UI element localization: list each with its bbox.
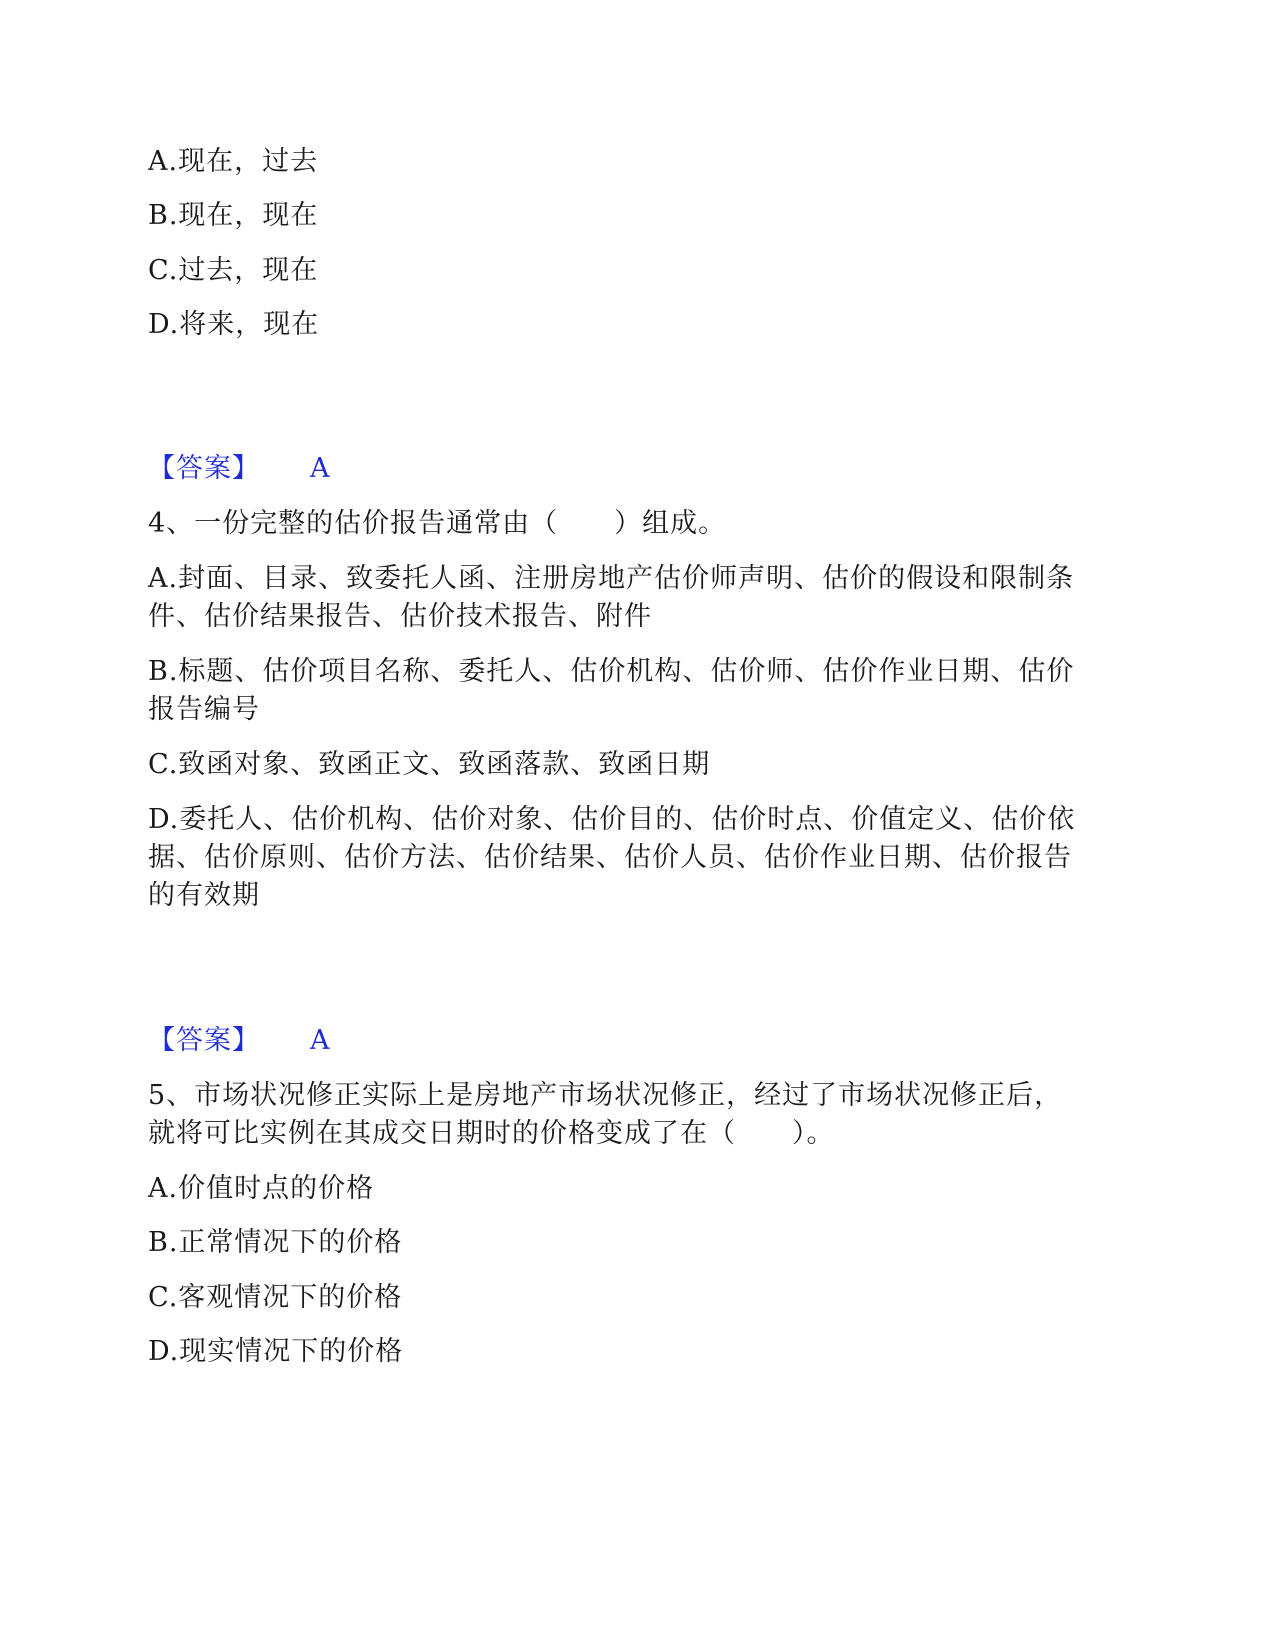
q4-answer-label: 【答案】 [148, 1025, 260, 1056]
q3-option-c: C.过去，现在 [148, 255, 319, 286]
q5-option-a: A.价值时点的价格 [148, 1173, 375, 1204]
q4-option-d-line1: D.委托人、估价机构、估价对象、估价目的、估价时点、价值定义、估价依 [148, 804, 1076, 835]
q5-stem-line1: 5、市场状况修正实际上是房地产市场状况修正，经过了市场状况修正后， [148, 1080, 1063, 1111]
q5-option-b: B.正常情况下的价格 [148, 1227, 403, 1258]
q4-answer-value: A [310, 1025, 330, 1056]
q3-answer [148, 449, 330, 489]
q4-stem: 4、一份完整的估价报告通常由（ ）组成。 [148, 508, 727, 539]
q4-option-b-line2: 报告编号 [148, 694, 260, 725]
q3-option-d: D.将来，现在 [148, 309, 320, 340]
q4-option-a-line1: A.封面、目录、致委托人函、注册房地产估价师声明、估价的假设和限制条 [148, 563, 1075, 594]
q3-answer-value: A [310, 453, 330, 484]
q4-option-c: C.致函对象、致函正文、致函落款、致函日期 [148, 749, 711, 780]
q3-option-b: B.现在，现在 [148, 200, 319, 231]
q3-answer-label: 【答案】 [148, 453, 260, 484]
q5-option-c: C.客观情况下的价格 [148, 1282, 403, 1313]
q5-stem-line2: 就将可比实例在其成交日期时的价格变成了在（ ）。 [148, 1118, 835, 1149]
q4-answer [148, 1021, 330, 1061]
q5-option-d: D.现实情况下的价格 [148, 1336, 404, 1367]
q4-option-b-line1: B.标题、估价项目名称、委托人、估价机构、估价师、估价作业日期、估价 [148, 656, 1075, 687]
q4-option-a-line2: 件、估价结果报告、估价技术报告、附件 [148, 601, 652, 632]
q4-option-d-line3: 的有效期 [148, 880, 260, 911]
q3-option-a: A.现在，过去 [148, 146, 319, 177]
q4-option-d-line2: 据、估价原则、估价方法、估价结果、估价人员、估价作业日期、估价报告 [148, 842, 1072, 873]
